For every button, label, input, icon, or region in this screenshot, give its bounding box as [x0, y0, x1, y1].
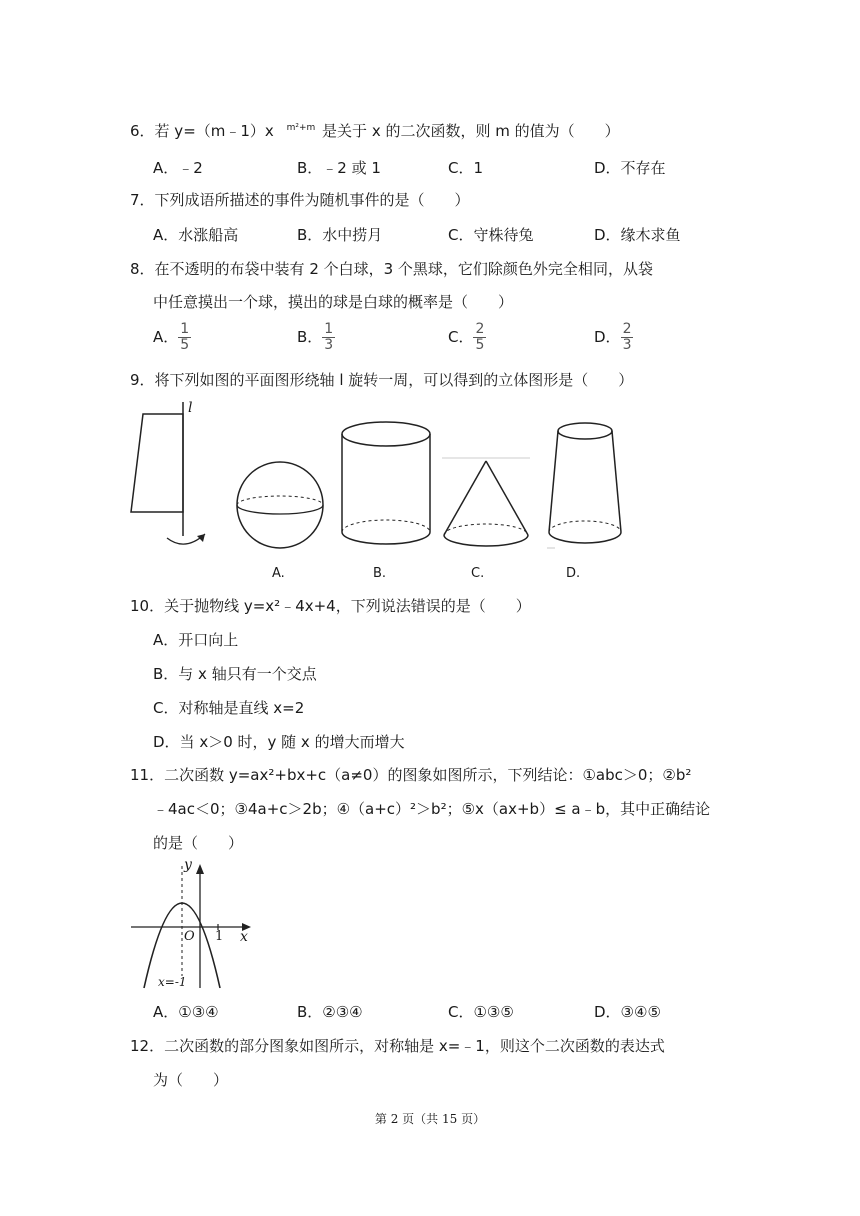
q7-stem: 7．下列成语所描述的事件为随机事件的是（ ）: [130, 191, 470, 209]
q11-line3: 的是（ ）: [153, 834, 244, 852]
q6-option-a: A．﹣2: [153, 159, 203, 177]
q11-origin-label: O: [184, 929, 195, 944]
q9-label-c: C.: [471, 566, 485, 581]
q8-line2: 中任意摸出一个球，摸出的球是白球的概率是（ ）: [153, 293, 514, 311]
q10-option-d: D．当 x＞0 时，y 随 x 的增大而增大: [153, 733, 405, 751]
q11-option-b: B．②③④: [297, 1003, 363, 1021]
fraction: $\frac{2}{5}$: [475, 321, 485, 353]
q11-tick-label: 1: [215, 929, 224, 944]
q12-line1: 12．二次函数的部分图象如图所示，对称轴是 x=﹣1，则这个二次函数的表达式: [130, 1037, 665, 1055]
q9-frustum: [545, 418, 635, 552]
q9-label-b: B.: [373, 566, 387, 581]
q6-option-c: C．1: [448, 159, 484, 177]
q6-option-d: D．不存在: [594, 159, 666, 177]
q12-line2: 为（ ）: [153, 1071, 229, 1089]
q8-option-b: B． $\frac{1}{3}$: [297, 321, 334, 353]
q9-label-a: A.: [272, 566, 285, 581]
q8-line1: 8．在不透明的布袋中装有 2 个白球，3 个黑球，它们除颜色外完全相同，从袋: [130, 260, 653, 278]
q7-option-a: A．水涨船高: [153, 226, 239, 244]
q6-stem-b: 是关于 x 的二次函数，则 m 的值为（ ）: [322, 122, 620, 140]
q6-stem: [130, 118, 620, 141]
fraction: $\frac{1}{5}$: [180, 321, 190, 353]
q9-cylinder: [338, 418, 434, 550]
q10-option-c: C．对称轴是直线 x=2: [153, 699, 305, 717]
q11-option-c: C．①③⑤: [448, 1003, 514, 1021]
q11-line2: ﹣4ac＜0；③4a+c＞2b；④（a+c）²＞b²；⑤x（ax+b）≤ a﹣b，其中正确结论: [153, 800, 711, 818]
q10-option-b: B．与 x 轴只有一个交点: [153, 665, 317, 683]
q6-option-b: B．﹣2 或 1: [297, 159, 381, 177]
q9-label-d: D.: [566, 566, 581, 581]
page-footer: 第 2 页（共 15 页）: [374, 1112, 486, 1126]
q11-parabola-graph: [125, 858, 265, 993]
q11-axis-note: x=-1: [158, 975, 187, 989]
q6-stem-a: 6．若 y=（m﹣1）x: [130, 122, 274, 140]
q11-option-d: D．③④⑤: [594, 1003, 661, 1021]
q8-option-c: C． $\frac{2}{5}$: [448, 321, 485, 353]
q9-cone: [438, 455, 534, 552]
q10-option-a: A．开口向上: [153, 631, 239, 649]
fraction: $\frac{2}{3}$: [622, 321, 632, 353]
q9-axis-label: l: [188, 400, 193, 416]
q7-option-b: B．水中捞月: [297, 226, 383, 244]
q7-option-c: C．守株待兔: [448, 226, 534, 244]
q8-option-d: D． $\frac{2}{3}$: [594, 321, 632, 353]
q11-x-label: x: [240, 929, 248, 945]
fraction: $\frac{1}{3}$: [324, 321, 334, 353]
q9-plane-figure: [125, 398, 215, 553]
q11-line1: 11．二次函数 y=ax²+bx+c（a≠0）的图象如图所示，下列结论：①abc＞0；②b²: [130, 766, 692, 784]
q11-option-a: A．①③④: [153, 1003, 219, 1021]
q6-exponent: m²+m: [286, 123, 316, 133]
q11-y-label: y: [184, 857, 192, 873]
q10-stem: 10．关于抛物线 y=x²﹣4x+4，下列说法错误的是（ ）: [130, 597, 531, 615]
q9-stem: 9．将下列如图的平面图形绕轴 l 旋转一周，可以得到的立体图形是（ ）: [130, 371, 634, 389]
q8-option-a: A． $\frac{1}{5}$: [153, 321, 190, 353]
q7-option-d: D．缘木求鱼: [594, 226, 681, 244]
q9-sphere: [232, 460, 328, 550]
